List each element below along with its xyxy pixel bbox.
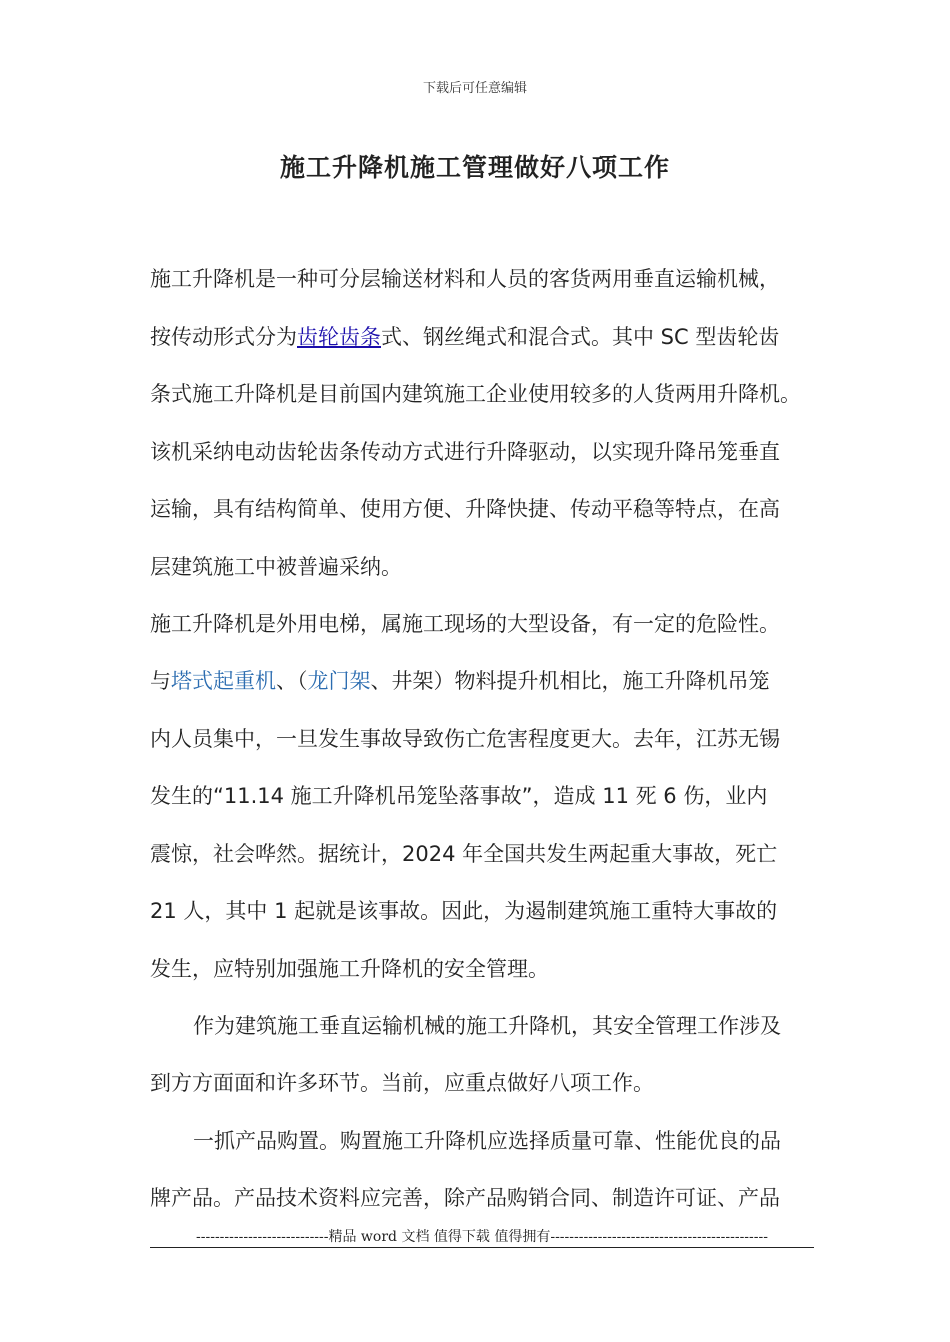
page-footer: ----------------------------精品 word 文档 值得下载 值得拥有---------------------------------------------- (196, 1229, 768, 1245)
paragraph-line (150, 322, 779, 352)
tower-crane-link[interactable]: 塔式起重机 (171, 669, 276, 693)
paragraph-line: 条式施工升降机是目前国内建筑施工企业使用较多的人货两用升降机。 (150, 382, 801, 406)
paragraph-line: 一抓产品购置。购置施工升降机应选择质量可靠、性能优良的品 (193, 1129, 781, 1153)
document-title: 施工升降机施工管理做好八项工作 (279, 153, 670, 182)
paragraph-line: 到方方面面和许多环节。当前，应重点做好八项工作。 (150, 1071, 654, 1095)
gantry-frame-link[interactable]: 龙门架 (307, 669, 371, 693)
paragraph-line: 施工升降机是一种可分层输送材料和人员的客货两用垂直运输机械， (150, 267, 780, 291)
paragraph-line: 震惊，社会哗然。据统计，2024 年全国共发生两起重大事故，死亡 (150, 842, 778, 866)
header-note: 下载后可任意编辑 (422, 81, 527, 96)
paragraph-line: 施工升降机是外用电梯，属施工现场的大型设备，有一定的危险性。 (150, 612, 780, 636)
footer-rule (150, 1247, 814, 1248)
text-span: 与 (150, 669, 171, 693)
paragraph-line: 内人员集中，一旦发生事故导致伤亡危害程度更大。去年，江苏无锡 (150, 727, 780, 751)
paragraph-line: 运输，具有结构简单、使用方便、升降快捷、传动平稳等特点，在高 (150, 497, 780, 521)
text-span: 、井架）物料提升机相比，施工升降机吊笼 (370, 669, 770, 693)
paragraph-line: 牌产品。产品技术资料应完善，除产品购销合同、制造许可证、产品 (150, 1186, 780, 1210)
paragraph-line: 发生的“11.14 施工升降机吊笼坠落事故”，造成 11 死 6 伤，业内 (150, 784, 768, 808)
text-span: 式、钢丝绳式和混合式。其中 SC 型齿轮齿 (381, 325, 780, 349)
text-span: 按传动形式分为 (150, 325, 297, 349)
text-span: 、（ (276, 669, 308, 693)
paragraph-line: 该机采纳电动齿轮齿条传动方式进行升降驱动，以实现升降吊笼垂直 (150, 440, 780, 464)
paragraph-line: 层建筑施工中被普遍采纳。 (150, 555, 402, 579)
paragraph-line: 发生，应特别加强施工升降机的安全管理。 (150, 957, 549, 981)
paragraph-line: 作为建筑施工垂直运输机械的施工升降机，其安全管理工作涉及 (193, 1014, 781, 1038)
paragraph-line: 21 人，其中 1 起就是该事故。因此，为遏制建筑施工重特大事故的 (150, 899, 778, 923)
paragraph-line (150, 666, 770, 696)
gear-rack-link[interactable]: 齿轮齿条 (297, 325, 381, 349)
